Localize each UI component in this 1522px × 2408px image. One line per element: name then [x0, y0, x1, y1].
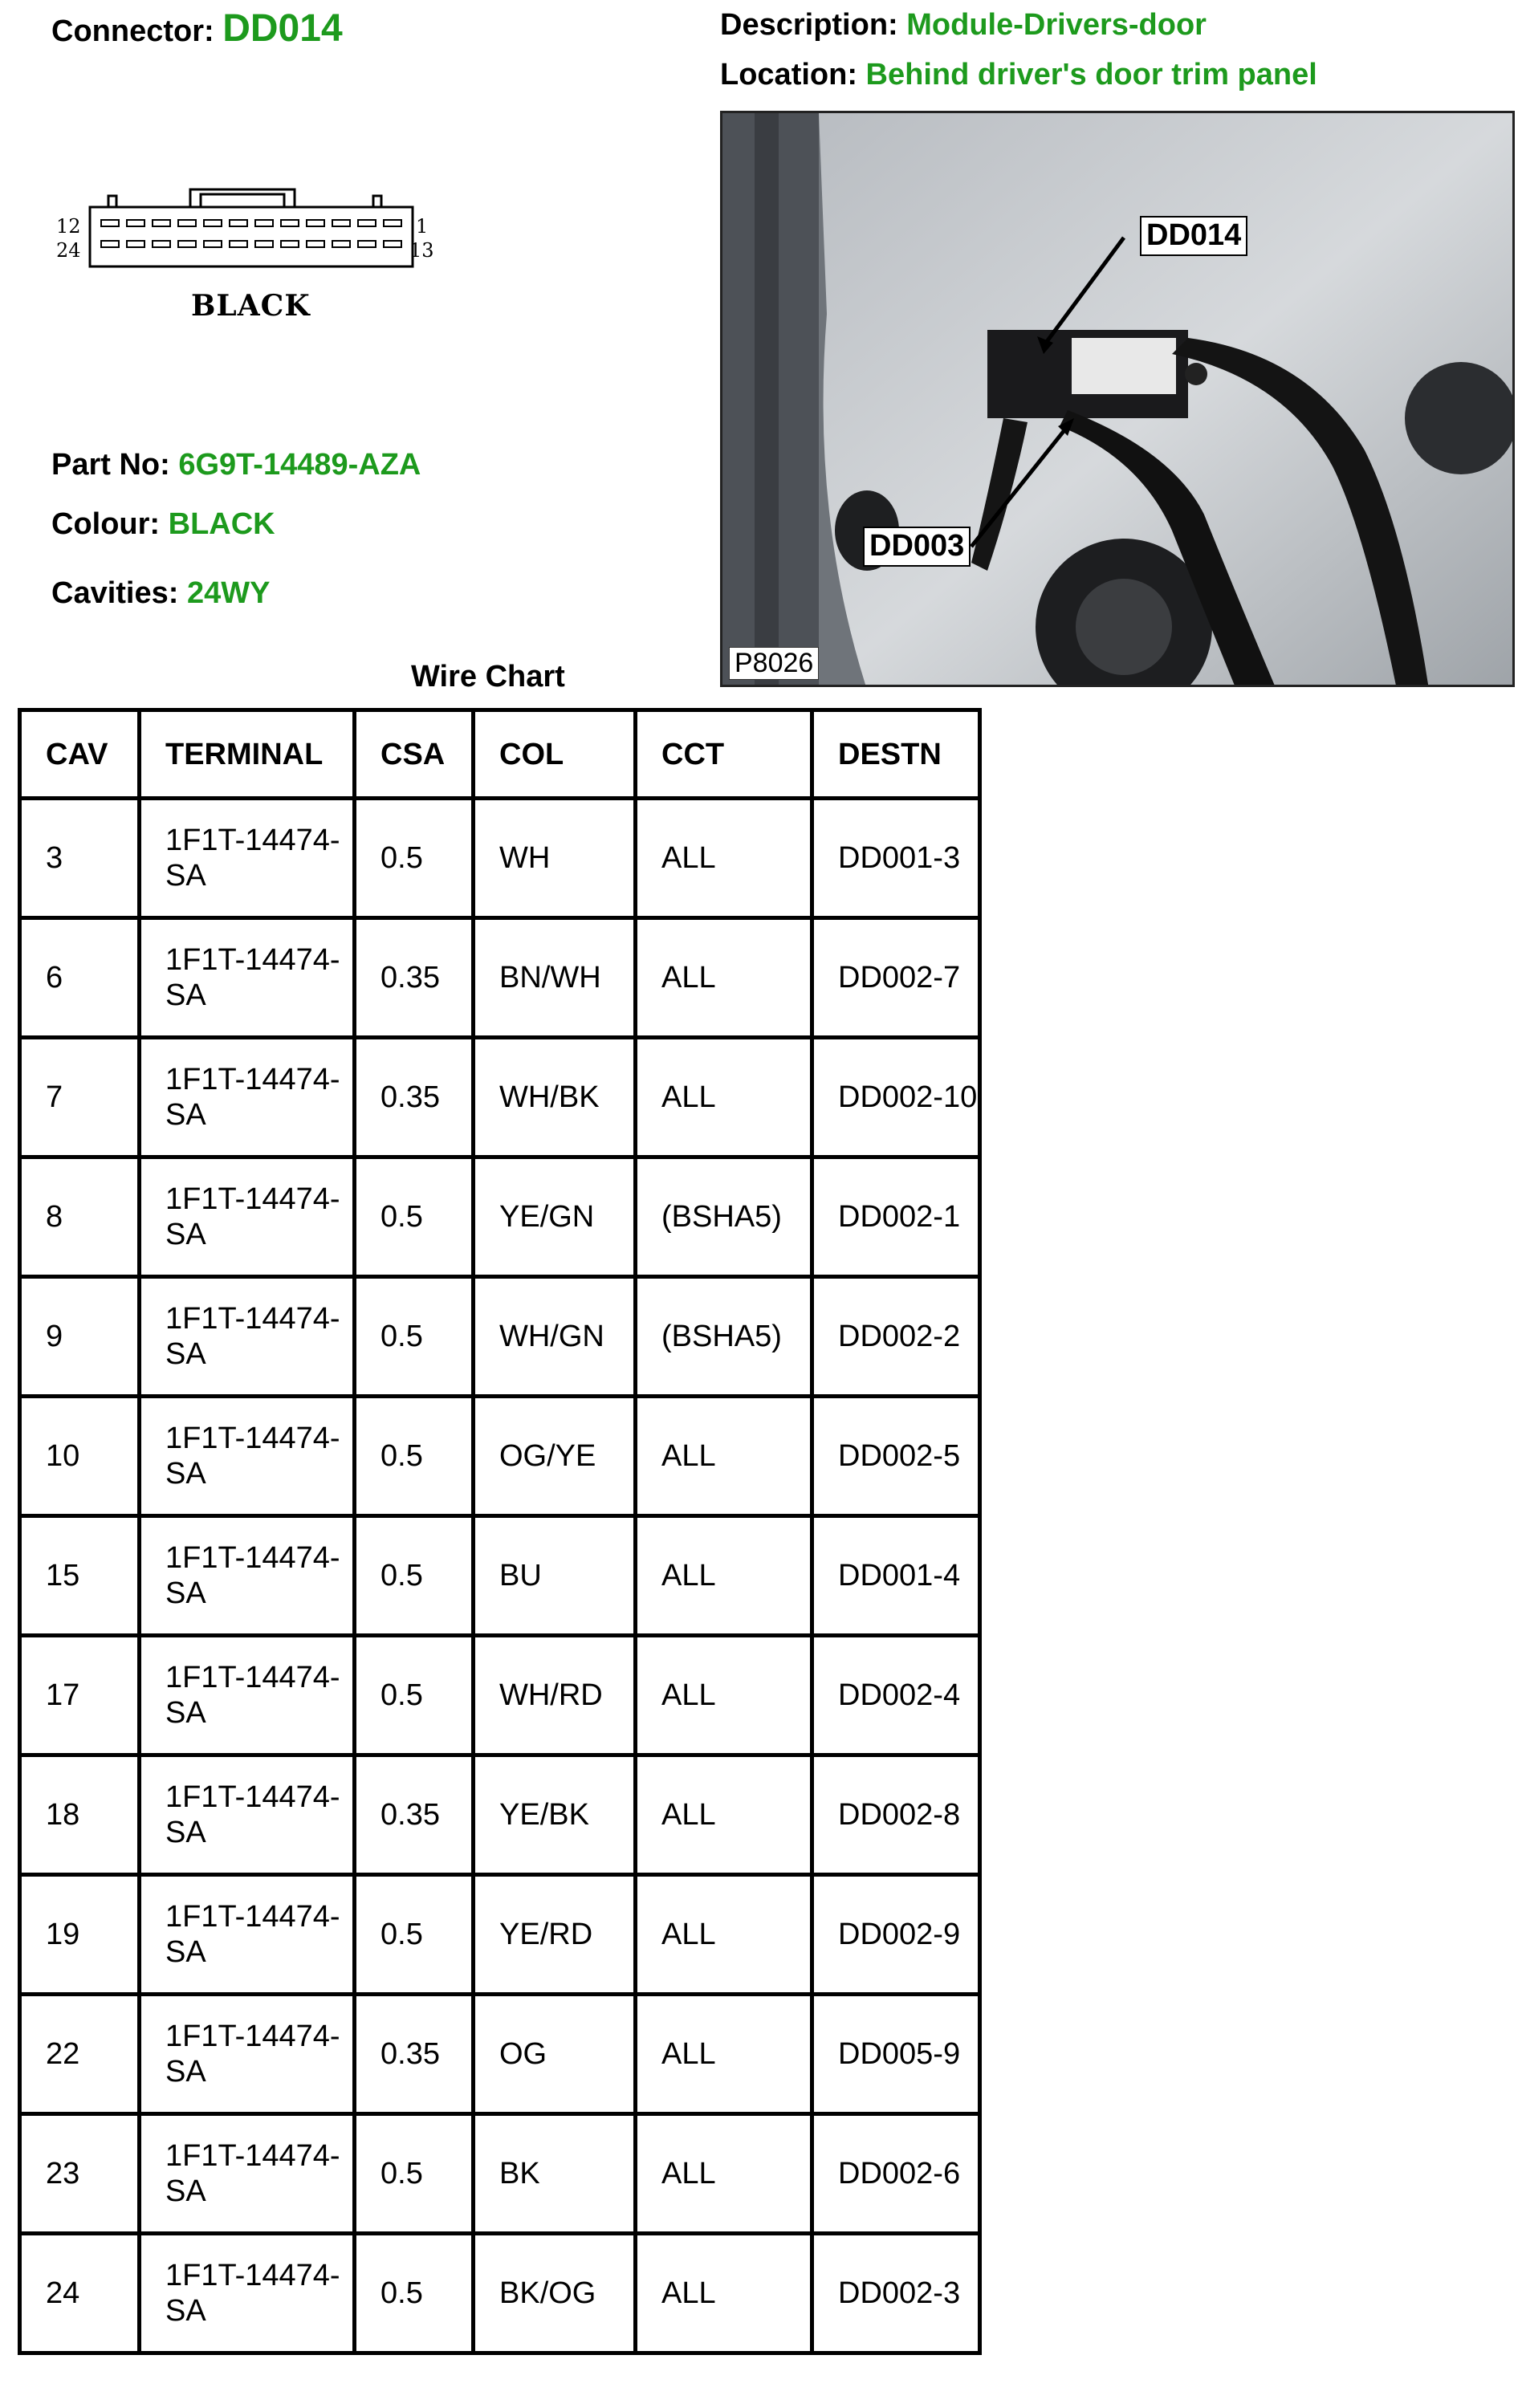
header-cct: CCT: [636, 710, 812, 799]
pin-cavity: [204, 241, 222, 247]
cell-terminal: 1F1T-14474-SA: [140, 799, 355, 918]
pin-cavity: [204, 220, 222, 226]
pin-cavity: [153, 220, 170, 226]
cell-csa: 0.35: [355, 1755, 474, 1875]
cell-destn: DD002-4: [812, 1636, 980, 1755]
pin-cavity: [255, 241, 273, 247]
location-photo: [720, 111, 1515, 687]
pin-cavity: [101, 220, 119, 226]
pin-cavity: [255, 220, 273, 226]
cell-terminal: 1F1T-14474-SA: [140, 2114, 355, 2234]
cell-cav: 19: [20, 1875, 140, 1995]
pin-cavity: [332, 220, 350, 226]
cell-cav: 8: [20, 1157, 140, 1277]
cell-cct: ALL: [636, 1875, 812, 1995]
header-col: COL: [474, 710, 636, 799]
pin-cavity: [384, 241, 401, 247]
table-row: [20, 1755, 980, 1875]
table-row: [20, 1277, 980, 1397]
header-terminal: TERMINAL: [140, 710, 355, 799]
cell-csa: 0.35: [355, 1038, 474, 1157]
cell-col: YE/RD: [474, 1875, 636, 1995]
table-row: [20, 1995, 980, 2114]
cell-cav: 3: [20, 799, 140, 918]
table-row: [20, 918, 980, 1038]
connector-colour-label: BLACK: [191, 289, 311, 323]
cell-terminal: 1F1T-14474-SA: [140, 918, 355, 1038]
pin-cavity: [178, 241, 196, 247]
cell-terminal: 1F1T-14474-SA: [140, 1875, 355, 1995]
cell-col: WH/GN: [474, 1277, 636, 1397]
cell-terminal: 1F1T-14474-SA: [140, 1277, 355, 1397]
cell-terminal: 1F1T-14474-SA: [140, 1397, 355, 1516]
cell-csa: 0.35: [355, 1995, 474, 2114]
cell-cct: ALL: [636, 1755, 812, 1875]
description-field: [720, 8, 1207, 43]
cell-destn: DD002-1: [812, 1157, 980, 1277]
cell-csa: 0.5: [355, 2114, 474, 2234]
table-row: [20, 1397, 980, 1516]
cell-col: WH: [474, 799, 636, 918]
cell-terminal: 1F1T-14474-SA: [140, 1755, 355, 1875]
cell-cav: 10: [20, 1397, 140, 1516]
pin-cavity: [230, 220, 247, 226]
cell-destn: DD002-3: [812, 2234, 980, 2353]
cell-col: YE/BK: [474, 1755, 636, 1875]
header-csa: CSA: [355, 710, 474, 799]
cell-col: BN/WH: [474, 918, 636, 1038]
pin-label-bottom-right: 13: [409, 239, 434, 262]
pin-cavity: [230, 241, 247, 247]
pin-label-bottom-left: 24: [56, 239, 81, 262]
cell-terminal: 1F1T-14474-SA: [140, 1157, 355, 1277]
colour-field: [51, 507, 275, 542]
pin-label-top-left: 12: [56, 215, 81, 238]
cell-cav: 18: [20, 1755, 140, 1875]
cell-destn: DD002-8: [812, 1755, 980, 1875]
description-label: Description:: [720, 8, 898, 42]
cell-csa: 0.5: [355, 1875, 474, 1995]
header-cav: CAV: [20, 710, 140, 799]
cell-cct: ALL: [636, 799, 812, 918]
cell-cav: 15: [20, 1516, 140, 1636]
colour-value: BLACK: [168, 507, 275, 541]
cell-cct: ALL: [636, 1038, 812, 1157]
table-row: [20, 799, 980, 918]
cell-csa: 0.5: [355, 1157, 474, 1277]
cell-destn: DD001-3: [812, 799, 980, 918]
photo-reference: P8026: [729, 647, 819, 680]
cell-cct: ALL: [636, 1516, 812, 1636]
cell-cav: 6: [20, 918, 140, 1038]
cell-csa: 0.5: [355, 1636, 474, 1755]
cell-destn: DD002-6: [812, 2114, 980, 2234]
pin-cavity: [101, 241, 119, 247]
colour-label: Colour:: [51, 507, 161, 541]
door-photo-illustration: [722, 113, 1515, 687]
cell-destn: DD005-9: [812, 1995, 980, 2114]
cell-cct: ALL: [636, 2234, 812, 2353]
table-header-row: [20, 710, 980, 799]
pin-cavity: [281, 220, 299, 226]
cell-col: BK: [474, 2114, 636, 2234]
connector-value: DD014: [222, 7, 343, 50]
pin-cavity: [358, 241, 376, 247]
cell-destn: DD002-9: [812, 1875, 980, 1995]
cell-destn: DD002-2: [812, 1277, 980, 1397]
callout-dd014: DD014: [1140, 216, 1247, 256]
cell-destn: DD002-5: [812, 1397, 980, 1516]
cell-cct: ALL: [636, 1397, 812, 1516]
cell-destn: DD002-7: [812, 918, 980, 1038]
cell-cct: (BSHA5): [636, 1277, 812, 1397]
cell-cct: ALL: [636, 1636, 812, 1755]
cell-terminal: 1F1T-14474-SA: [140, 1038, 355, 1157]
cell-csa: 0.5: [355, 2234, 474, 2353]
table-row: [20, 1516, 980, 1636]
pin-cavity: [384, 220, 401, 226]
cell-terminal: 1F1T-14474-SA: [140, 1995, 355, 2114]
cell-cav: 24: [20, 2234, 140, 2353]
cell-cct: ALL: [636, 1995, 812, 2114]
pin-cavity: [127, 241, 144, 247]
wire-chart-table: [18, 708, 982, 2355]
cell-cav: 22: [20, 1995, 140, 2114]
cell-col: OG/YE: [474, 1397, 636, 1516]
table-row: [20, 1157, 980, 1277]
wire-chart-title: Wire Chart: [411, 660, 565, 694]
location-value: Behind driver's door trim panel: [865, 58, 1317, 92]
cell-col: YE/GN: [474, 1157, 636, 1277]
cell-col: WH/BK: [474, 1038, 636, 1157]
table-row: [20, 1636, 980, 1755]
pin-cavity: [358, 220, 376, 226]
cell-col: OG: [474, 1995, 636, 2114]
cell-cav: 9: [20, 1277, 140, 1397]
location-field: [720, 58, 1317, 92]
part-no-field: [51, 448, 421, 482]
cell-cav: 23: [20, 2114, 140, 2234]
cell-col: BK/OG: [474, 2234, 636, 2353]
pin-label-top-right: 1: [416, 215, 429, 238]
cell-destn: DD001-4: [812, 1516, 980, 1636]
part-no-label: Part No:: [51, 448, 170, 482]
cell-cct: ALL: [636, 2114, 812, 2234]
cell-csa: 0.5: [355, 799, 474, 918]
description-value: Module-Drivers-door: [906, 8, 1207, 42]
header-destn: DESTN: [812, 710, 980, 799]
pin-cavity: [281, 241, 299, 247]
table-row: [20, 1038, 980, 1157]
cell-col: BU: [474, 1516, 636, 1636]
cavities-value: 24WY: [186, 576, 271, 610]
cell-csa: 0.5: [355, 1397, 474, 1516]
cell-terminal: 1F1T-14474-SA: [140, 2234, 355, 2353]
pin-cavity: [307, 241, 324, 247]
cell-destn: DD002-10: [812, 1038, 980, 1157]
cavities-label: Cavities:: [51, 576, 179, 610]
pin-cavity: [307, 220, 324, 226]
connector-outline-icon: [48, 178, 450, 291]
pin-cavity: [153, 241, 170, 247]
cell-cav: 7: [20, 1038, 140, 1157]
table-row: [20, 1875, 980, 1995]
pin-cavity: [332, 241, 350, 247]
part-no-value: 6G9T-14489-AZA: [178, 448, 421, 482]
cell-csa: 0.35: [355, 918, 474, 1038]
cell-terminal: 1F1T-14474-SA: [140, 1636, 355, 1755]
callout-dd003: DD003: [863, 527, 971, 567]
pin-cavity: [127, 220, 144, 226]
cell-cct: ALL: [636, 918, 812, 1038]
table-row: [20, 2234, 980, 2353]
cavities-field: [51, 576, 270, 611]
cell-csa: 0.5: [355, 1277, 474, 1397]
cell-cct: (BSHA5): [636, 1157, 812, 1277]
connector-label: Connector:: [51, 14, 214, 48]
location-label: Location:: [720, 58, 857, 92]
cell-cav: 17: [20, 1636, 140, 1755]
cell-terminal: 1F1T-14474-SA: [140, 1516, 355, 1636]
pin-cavity: [178, 220, 196, 226]
cell-csa: 0.5: [355, 1516, 474, 1636]
cell-col: WH/RD: [474, 1636, 636, 1755]
table-row: [20, 2114, 980, 2234]
connector-field: [51, 6, 343, 51]
